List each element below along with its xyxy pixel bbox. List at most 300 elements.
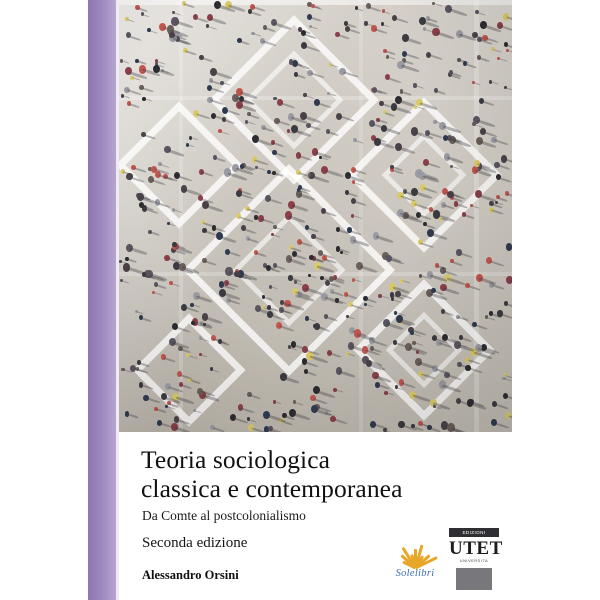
person-dot: [199, 336, 203, 340]
crowd-of-people: [119, 0, 512, 432]
person-dot: [171, 423, 178, 431]
person-dot: [502, 377, 505, 381]
person-dot: [199, 55, 203, 60]
book-spine: [88, 0, 116, 600]
person-dot: [423, 222, 427, 227]
person-dot: [252, 135, 259, 143]
person-dot: [296, 170, 300, 175]
person-dot: [222, 107, 228, 114]
person-dot: [351, 167, 356, 173]
person-dot: [288, 113, 295, 121]
person-dot: [415, 358, 422, 366]
person-dot: [276, 322, 282, 329]
person-dot: [210, 425, 215, 430]
person-dot: [427, 271, 434, 279]
person-dot: [135, 5, 139, 10]
person-dot: [292, 251, 297, 257]
person-dot: [352, 278, 355, 282]
person-dot: [265, 195, 271, 202]
person-dot: [279, 307, 284, 313]
person-dot: [376, 118, 380, 123]
person-dot: [480, 128, 486, 135]
person-dot: [372, 372, 379, 380]
person-dot: [391, 297, 395, 301]
person-dot: [489, 201, 494, 206]
person-dot: [186, 353, 190, 357]
person-dot: [465, 365, 471, 371]
person-dot: [456, 30, 463, 38]
person-dot: [147, 28, 151, 32]
person-dot: [131, 165, 136, 171]
person-dot: [190, 303, 193, 307]
person-dot: [136, 367, 139, 371]
person-dot: [441, 309, 445, 314]
person-dot: [400, 89, 404, 94]
person-dot: [327, 350, 332, 356]
person-dot: [312, 148, 319, 156]
person-dot: [273, 225, 277, 229]
person-dot: [505, 412, 511, 419]
person-dot: [402, 34, 409, 42]
person-dot: [126, 173, 132, 180]
person-dot: [369, 120, 375, 127]
person-dot: [346, 315, 349, 319]
person-dot: [462, 212, 466, 217]
person-dot: [470, 204, 473, 208]
person-dot: [396, 315, 403, 323]
person-dot: [442, 334, 449, 342]
person-dot: [142, 97, 145, 101]
person-dot: [472, 322, 477, 328]
person-dot: [262, 295, 266, 300]
person-dot: [125, 257, 129, 262]
person-dot: [439, 122, 446, 130]
person-dot: [211, 335, 216, 341]
person-dot: [475, 344, 482, 352]
person-dot: [410, 331, 414, 335]
person-dot: [441, 202, 446, 207]
person-dot: [245, 206, 250, 212]
person-dot: [505, 191, 509, 196]
person-dot: [418, 239, 424, 245]
person-dot: [274, 118, 280, 124]
person-dot: [271, 19, 278, 27]
person-dot: [496, 174, 501, 180]
person-dot: [255, 166, 258, 170]
person-dot: [212, 225, 217, 231]
person-dot: [291, 341, 297, 348]
person-dot: [280, 300, 284, 305]
book-edition: Seconda edizione: [142, 535, 248, 551]
person-dot: [423, 27, 426, 31]
book-title-line2: classica e contemporanea: [141, 474, 403, 503]
person-dot: [473, 116, 480, 124]
person-dot: [137, 360, 141, 365]
person-dot: [345, 172, 351, 179]
person-dot: [169, 338, 176, 346]
person-dot: [454, 201, 459, 207]
person-dot: [172, 323, 178, 330]
person-dot: [321, 208, 326, 214]
person-dot: [477, 55, 481, 60]
person-dot: [304, 369, 308, 374]
book-subtitle: Da Comte al postcolonialismo: [142, 508, 306, 523]
person-dot: [400, 279, 404, 283]
person-dot: [330, 289, 335, 294]
person-dot: [413, 83, 417, 87]
person-dot: [419, 274, 422, 278]
person-dot: [354, 329, 361, 337]
person-dot: [463, 61, 468, 67]
person-dot: [135, 310, 138, 314]
person-dot: [142, 272, 146, 277]
person-dot: [394, 311, 398, 315]
person-dot: [329, 63, 332, 67]
person-dot: [322, 255, 327, 261]
person-dot: [491, 47, 495, 51]
person-dot: [139, 65, 146, 74]
person-dot: [182, 1, 186, 6]
book-cover: [88, 0, 512, 600]
person-dot: [154, 282, 158, 287]
person-dot: [351, 198, 357, 204]
person-dot: [266, 265, 271, 271]
person-dot: [308, 274, 311, 278]
person-dot: [436, 340, 441, 346]
person-dot: [193, 409, 196, 413]
person-dot: [333, 388, 337, 392]
person-dot: [193, 292, 200, 300]
utet-tagline: EDIZIONI: [449, 528, 499, 537]
person-dot: [504, 86, 507, 90]
person-dot: [497, 57, 500, 61]
person-dot: [214, 1, 221, 9]
person-dot: [273, 97, 276, 101]
person-dot: [503, 393, 508, 399]
person-dot: [381, 22, 384, 26]
person-dot: [371, 25, 376, 31]
person-dot: [218, 129, 222, 133]
person-dot: [247, 417, 251, 421]
person-dot: [247, 112, 251, 117]
person-dot: [303, 93, 307, 97]
person-dot: [247, 392, 252, 397]
person-dot: [302, 346, 308, 353]
person-dot: [267, 311, 273, 318]
person-dot: [174, 172, 180, 179]
person-dot: [237, 38, 241, 43]
person-dot: [383, 110, 387, 115]
book-author: Alessandro Orsini: [142, 568, 239, 582]
person-dot: [269, 285, 272, 289]
person-dot: [120, 59, 124, 63]
person-dot: [240, 164, 244, 169]
person-dot: [241, 225, 246, 231]
person-dot: [297, 239, 302, 245]
person-dot: [440, 284, 447, 292]
person-dot: [350, 236, 357, 244]
person-dot: [305, 225, 310, 230]
person-dot: [177, 371, 182, 377]
person-dot: [321, 166, 328, 174]
utet-block-mark: [456, 568, 492, 590]
person-dot: [355, 6, 358, 10]
person-dot: [348, 342, 355, 350]
person-dot: [260, 38, 266, 45]
book-title-line1: Teoria sociologica: [141, 445, 331, 474]
person-dot: [364, 303, 367, 307]
sun-icon: [393, 538, 437, 568]
person-dot: [475, 10, 479, 14]
person-dot: [181, 185, 188, 193]
person-dot: [213, 155, 217, 160]
person-dot: [126, 32, 131, 38]
person-dot: [399, 379, 405, 386]
person-dot: [362, 346, 368, 353]
person-dot: [335, 32, 340, 37]
solelibri-wordmark: Solelibri: [395, 568, 435, 579]
person-dot: [141, 12, 144, 16]
person-dot: [383, 49, 387, 54]
person-dot: [272, 150, 277, 156]
person-dot: [236, 213, 242, 220]
person-dot: [489, 207, 494, 213]
person-dot: [248, 424, 254, 431]
person-dot: [353, 138, 356, 142]
person-dot: [216, 232, 223, 240]
person-dot: [292, 288, 298, 295]
person-dot: [198, 195, 203, 201]
person-dot: [288, 275, 293, 280]
person-dot: [456, 398, 461, 404]
person-dot: [152, 291, 155, 295]
person-dot: [183, 48, 188, 53]
person-dot: [445, 5, 452, 13]
person-dot: [288, 201, 295, 209]
person-dot: [345, 190, 349, 195]
person-dot: [386, 255, 392, 262]
person-dot: [485, 315, 489, 319]
person-dot: [339, 68, 345, 75]
person-dot: [267, 170, 271, 174]
person-dot: [494, 162, 499, 168]
person-dot: [262, 305, 266, 309]
person-dot: [324, 314, 329, 319]
person-dot: [171, 17, 178, 26]
person-dot: [255, 305, 262, 313]
person-dot: [492, 401, 498, 408]
person-dot: [263, 25, 267, 30]
person-dot: [398, 421, 404, 428]
person-dot: [479, 98, 485, 104]
person-dot: [236, 101, 243, 109]
person-dot: [456, 249, 462, 255]
person-dot: [202, 258, 207, 264]
person-dot: [336, 113, 342, 120]
person-dot: [375, 382, 380, 388]
person-dot: [308, 173, 312, 177]
person-dot: [148, 230, 152, 235]
person-dot: [282, 413, 286, 418]
person-dot: [161, 393, 168, 401]
person-dot: [447, 423, 454, 432]
cover-front-face: [119, 0, 512, 600]
person-dot: [310, 395, 316, 401]
person-dot: [403, 189, 407, 194]
person-dot: [389, 283, 396, 291]
person-dot: [486, 257, 492, 264]
cover-photo: [119, 0, 512, 432]
person-dot: [258, 215, 264, 221]
person-dot: [121, 368, 124, 372]
person-dot: [207, 14, 214, 22]
person-dot: [296, 152, 302, 158]
person-dot: [506, 243, 512, 251]
person-dot: [230, 414, 236, 421]
person-dot: [442, 188, 448, 195]
person-dot: [454, 341, 461, 349]
person-dot: [432, 2, 435, 6]
person-dot: [225, 249, 230, 255]
utet-wordmark: UTET: [449, 538, 503, 559]
person-dot: [193, 110, 199, 117]
person-dot: [504, 42, 508, 47]
person-dot: [289, 409, 296, 417]
person-dot: [246, 236, 250, 241]
person-dot: [232, 164, 239, 172]
person-dot: [189, 136, 192, 140]
person-dot: [427, 229, 434, 237]
person-dot: [432, 28, 439, 36]
person-dot: [444, 153, 451, 161]
person-dot: [457, 362, 462, 367]
person-dot: [501, 155, 507, 162]
person-dot: [307, 70, 313, 77]
person-dot: [202, 228, 207, 234]
person-dot: [348, 302, 353, 308]
person-dot: [224, 280, 229, 286]
person-dot: [314, 323, 319, 329]
person-dot: [345, 26, 350, 32]
person-dot: [383, 319, 390, 327]
person-dot: [444, 372, 450, 379]
person-dot: [504, 373, 507, 377]
person-dot: [476, 137, 483, 145]
person-dot: [307, 14, 312, 20]
person-dot: [366, 3, 371, 9]
person-dot: [157, 420, 162, 426]
person-dot: [344, 292, 349, 297]
person-dot: [238, 404, 244, 411]
person-dot: [169, 32, 175, 39]
person-dot: [161, 354, 166, 360]
person-dot: [420, 184, 426, 191]
person-dot: [392, 15, 398, 21]
person-dot: [309, 255, 314, 260]
person-dot: [347, 227, 352, 232]
person-dot: [207, 97, 213, 103]
person-dot: [123, 263, 131, 272]
person-dot: [154, 407, 158, 412]
person-dot: [301, 42, 307, 49]
person-dot: [363, 296, 367, 301]
person-dot: [202, 313, 209, 321]
person-dot: [330, 416, 336, 423]
person-dot: [370, 421, 376, 428]
person-dot: [435, 263, 439, 268]
person-dot: [199, 353, 202, 357]
person-dot: [477, 37, 482, 43]
person-dot: [321, 293, 328, 301]
person-dot: [137, 193, 144, 201]
person-dot: [139, 382, 144, 388]
person-dot: [433, 405, 436, 409]
person-dot: [178, 346, 182, 351]
person-dot: [263, 411, 270, 419]
person-dot: [293, 400, 297, 404]
book-title: [141, 445, 471, 503]
person-dot: [143, 395, 149, 402]
person-dot: [309, 25, 312, 29]
person-dot: [320, 276, 324, 281]
person-dot: [497, 22, 503, 29]
publisher-logos: [387, 528, 503, 590]
person-dot: [496, 195, 500, 200]
person-dot: [374, 138, 381, 146]
person-dot: [329, 276, 334, 282]
person-dot: [125, 67, 132, 75]
person-dot: [155, 171, 161, 178]
person-dot: [130, 76, 134, 80]
person-dot: [179, 263, 186, 271]
person-dot: [340, 251, 343, 255]
person-dot: [169, 281, 173, 285]
person-dot: [336, 227, 340, 232]
cover-text-block: [119, 432, 512, 600]
person-dot: [450, 259, 454, 264]
person-dot: [397, 209, 404, 217]
person-dot: [439, 380, 447, 389]
person-dot: [167, 222, 170, 226]
person-dot: [356, 262, 363, 270]
person-dot: [254, 250, 258, 255]
person-dot: [165, 405, 168, 409]
person-dot: [172, 242, 177, 248]
person-dot: [411, 424, 415, 429]
person-dot: [125, 411, 130, 416]
person-dot: [294, 72, 298, 77]
person-dot: [393, 340, 398, 345]
person-dot: [271, 140, 275, 145]
person-dot: [311, 405, 318, 413]
person-dot: [267, 305, 271, 310]
person-dot: [346, 352, 349, 356]
solelibri-logo: [387, 538, 443, 588]
person-dot: [314, 262, 321, 270]
person-dot: [250, 4, 255, 10]
person-dot: [289, 245, 293, 250]
person-dot: [418, 371, 424, 378]
person-dot: [476, 274, 483, 282]
person-dot: [219, 289, 226, 297]
person-dot: [306, 123, 311, 128]
person-dot: [135, 59, 139, 64]
person-dot: [125, 17, 128, 21]
person-dot: [287, 129, 290, 133]
person-dot: [411, 127, 418, 135]
person-dot: [373, 232, 380, 240]
person-dot: [457, 58, 461, 63]
